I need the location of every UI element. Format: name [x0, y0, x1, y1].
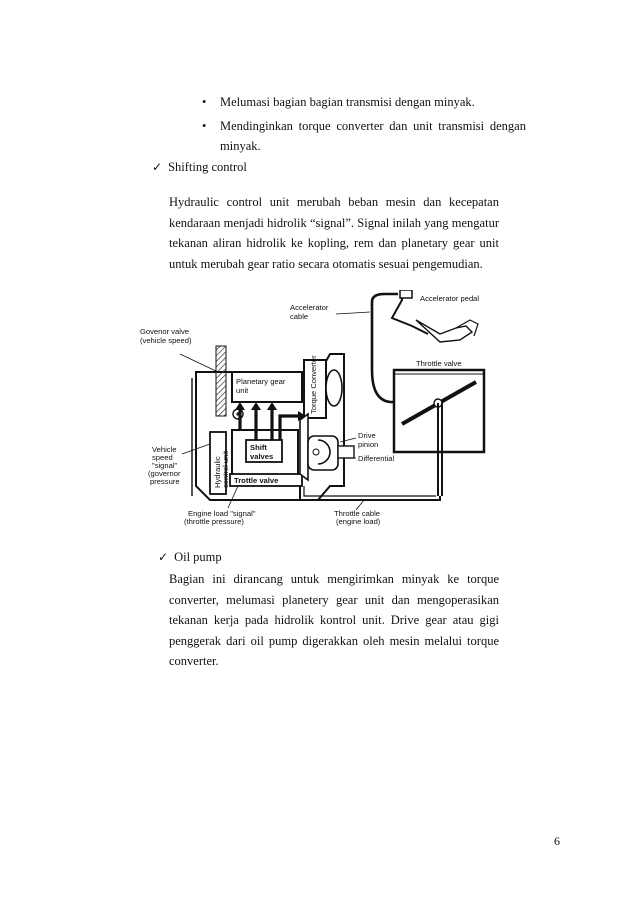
engine-load-label-2: (throttle pressure) [184, 517, 244, 526]
transmission-diagram [140, 290, 540, 530]
hydraulic-control-label-1: Hydraulic [213, 456, 222, 488]
vehicle-speed-label-1: Vehicle [152, 445, 177, 454]
bullet-text: Mendinginkan torque converter dan unit transmisi dengan minyak. [220, 119, 526, 153]
throttle-valve-body [394, 370, 484, 496]
drive-pinion-label-1: Drive [358, 431, 376, 440]
bullet-item [202, 92, 520, 112]
throttle-cable-label-2: (engine load) [336, 517, 381, 526]
vehicle-speed-label-4: (governor [148, 469, 181, 478]
section-heading: ✓ Shifting control [152, 160, 247, 174]
drive-pinion-label-2: pinion [358, 440, 379, 449]
hydraulic-control-label-2: control unit [221, 450, 230, 488]
shift-valves-label-2: valves [250, 452, 274, 461]
check-mark-icon: ✓ [152, 160, 163, 174]
vehicle-speed-label-3: "signal" [152, 461, 178, 470]
section-paragraph: Bagian ini dirancang untuk mengirimkan minyak ke torque converter, melumasi planetery gear unit dan mengoperasikan tekanan kerja pada hidrolik kontrol unit. Drive gear atau gigi penggerak dari oil pump digerakkan oleh mesin melalui torque converter. [169, 572, 499, 668]
vehicle-speed-label-2: speed [152, 453, 173, 462]
throttle-cable-label-1: Throttle cable [334, 509, 381, 518]
page-number: 6 [554, 834, 560, 848]
shift-valves-label-1: Shift [250, 443, 267, 452]
differential-label: Differential [358, 454, 395, 463]
throttle-valve-label: Throttle valve [416, 359, 462, 368]
governor-valve-label-2: (vehicle speed) [140, 336, 192, 345]
bullet-text: Melumasi bagian bagian transmisi dengan minyak. [220, 95, 475, 109]
section-heading: ✓ Oil pump [158, 550, 222, 564]
planetary-gear-label-2: unit [236, 386, 249, 395]
accelerator-cable-label-2: cable [290, 312, 309, 321]
trottle-valve-inner-label: Trottle valve [234, 476, 279, 485]
check-mark-icon: ✓ [158, 550, 169, 564]
section-paragraph: Hydraulic control unit merubah beban mesin dan kecepatan kendaraan menjadi hidrolik “signal”. Signal inilah yang mengatur tekanan aliran hidrolik ke kopling, rem dan planetary gear unit untuk merubah gear ratio secara otomatis sesuai pengemudian. [169, 195, 499, 271]
vehicle-speed-label-5: pressure [150, 477, 180, 486]
bullet-dot-icon: • [202, 95, 207, 109]
engine-load-label-1: Engine load "signal" [188, 509, 256, 518]
planetary-gear-label-1: Planetary gear [236, 377, 286, 386]
accelerator-pedal-label: Accelerator pedal [420, 294, 480, 303]
bullet-item [202, 116, 526, 156]
governor-valve-label-1: Govenor valve [140, 327, 189, 336]
torque-converter-label: Torque Converter [309, 355, 318, 414]
bullet-dot-icon: • [202, 119, 207, 133]
accelerator-cable-label-1: Accelerator [290, 303, 329, 312]
